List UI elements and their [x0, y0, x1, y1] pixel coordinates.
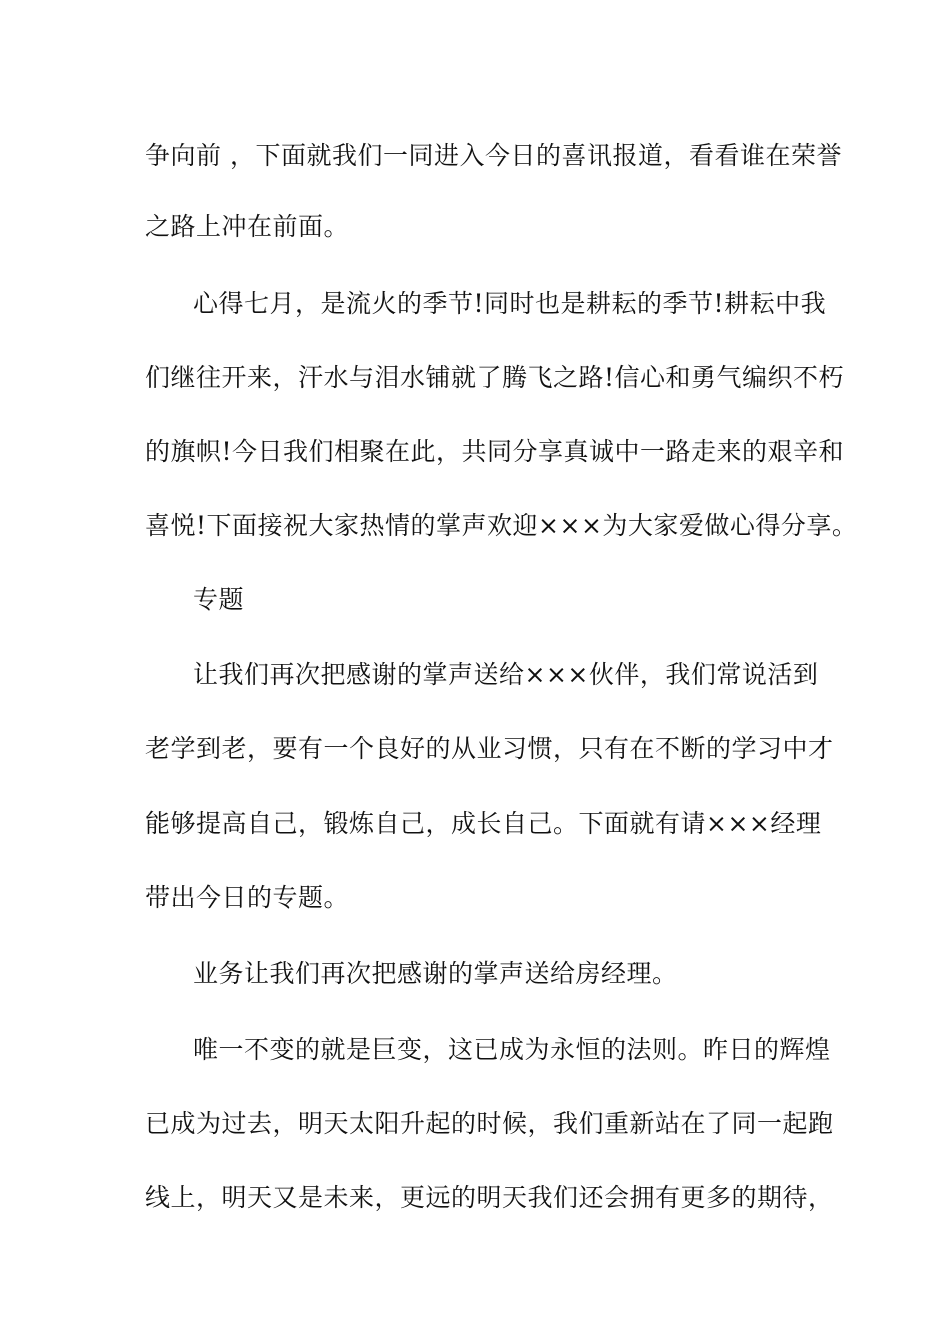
- text-line: 争向前 ，下面就我们一同进入今日的喜讯报道，看看谁在荣誉: [145, 141, 842, 170]
- text-line: 喜悦!下面接祝大家热情的掌声欢迎×××为大家爱做心得分享。: [145, 511, 858, 540]
- text-line: 业务让我们再次把感谢的掌声送给房经理。: [193, 959, 678, 988]
- text-line: 能够提高自己，锻炼自己，成长自己。下面就有请×××经理: [145, 809, 822, 838]
- text-line: 老学到老，要有一个良好的从业习惯，只有在不断的学习中才: [145, 734, 834, 763]
- text-line: 让我们再次把感谢的掌声送给×××伙伴，我们常说活到: [193, 660, 819, 689]
- text-line: 的旗帜!今日我们相聚在此，共同分享真诚中一路走来的艰辛和: [145, 437, 845, 466]
- text-line: 心得七月，是流火的季节!同时也是耕耘的季节!耕耘中我: [193, 289, 827, 318]
- text-line: 已成为过去，明天太阳升起的时候，我们重新站在了同一起跑: [145, 1109, 834, 1138]
- text-line: 带出今日的专题。: [145, 883, 350, 912]
- section-heading: 专题: [193, 585, 245, 614]
- text-line: 之路上冲在前面。: [145, 212, 350, 241]
- text-line: 线上，明天又是未来，更远的明天我们还会拥有更多的期待，: [145, 1183, 834, 1212]
- text-line: 们继往开来，汗水与泪水铺就了腾飞之路!信心和勇气编织不朽: [145, 363, 845, 392]
- text-line: 唯一不变的就是巨变，这已成为永恒的法则。昨日的辉煌: [193, 1035, 831, 1064]
